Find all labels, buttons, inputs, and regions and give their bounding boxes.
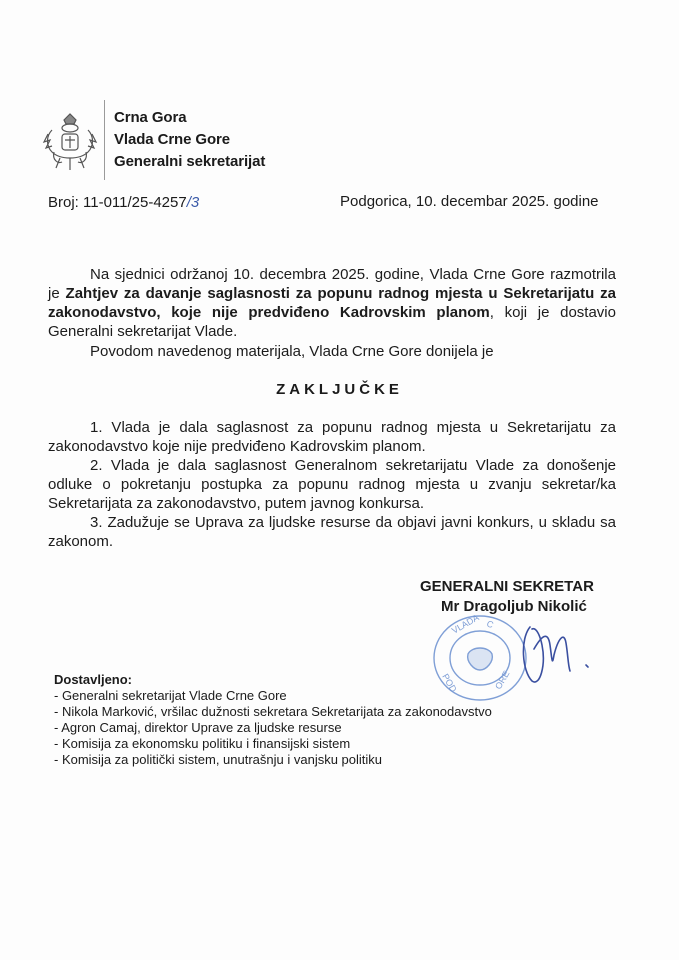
intro-subject: Zahtjev za davanje saglasnosti za popunu radnog mjesta u Sekretarijatu za zakonodavstvo, koje nije predviđeno Kadrovskim planom — [48, 285, 617, 321]
distribution-item: - Nikola Marković, vršilac dužnosti sekretara Sekretarijata za zakonodavstvo — [54, 704, 492, 719]
coat-of-arms-icon — [42, 112, 98, 172]
reference-number-text: Broj: 11-011/25-4257 — [48, 194, 187, 211]
svg-text:C: C — [485, 618, 495, 631]
intro-second-paragraph: Povodom navedenog materijala, Vlada Crne Gore donijela je — [90, 343, 494, 360]
letterhead — [114, 107, 265, 173]
distribution-list — [54, 688, 492, 768]
conclusion-item — [48, 456, 616, 513]
svg-text:ORE: ORE — [493, 669, 512, 691]
header-divider — [104, 100, 105, 180]
letterhead-government: Vlada Crne Gore — [114, 131, 231, 148]
letterhead-country: Crna Gora — [114, 109, 187, 126]
intro-paragraph — [48, 265, 616, 341]
handwritten-signature — [512, 615, 592, 690]
conclusion-text: 3. Zadužuje se Uprava za ljudske resurse da objavi javni konkurs, u skladu sa zakonom. — [48, 514, 616, 550]
intro-text: Na sjednici održanoj 10. decembra 2025. godine, Vlada Crne Gore razmotrila je — [48, 266, 616, 302]
conclusion-item — [48, 418, 616, 456]
conclusion-text: 2. Vlada je dala saglasnost Generalnom sekretarijatu Vlade za donošenje odluke o pokretanju postupka za popunu radnog mjesta u zvanju sekretar/ka Sekretarijata za zakonodavstvo, putem javnog konkursa. — [48, 457, 616, 512]
svg-text:POD: POD — [440, 672, 459, 694]
conclusion-text: 1. Vlada je dala saglasnost za popunu radnog mjesta u Sekretarijatu za zakonodavstvo koje nije predviđeno Kadrovskim planom. — [48, 419, 616, 455]
svg-text:VLADA: VLADA — [450, 612, 481, 636]
signatory-name: Mr Dragoljub Nikolić — [441, 598, 587, 615]
place-date: Podgorica, 10. decembar 2025. godine — [340, 193, 599, 210]
distribution-title: Dostavljeno: — [54, 672, 133, 687]
signatory-title: GENERALNI SEKRETAR — [420, 578, 594, 595]
conclusions-title: ZAKLJUČKE — [276, 381, 403, 398]
distribution-item: - Agron Camaj, direktor Uprave za ljudske resurse — [54, 720, 342, 735]
intro-tail: , koji je dostavio Generalni sekretarijat Vlade. — [48, 304, 616, 340]
reference-number — [48, 194, 199, 211]
handwritten-suffix: /3 — [186, 194, 200, 211]
distribution-item: - Generalni sekretarijat Vlade Crne Gore — [54, 688, 287, 703]
letterhead-office: Generalni sekretarijat — [114, 153, 266, 170]
conclusion-item — [48, 513, 616, 551]
distribution-item: - Komisija za politički sistem, unutrašnju i vanjsku politiku — [54, 752, 383, 767]
distribution-item: - Komisija za ekonomsku politiku i finansijski sistem — [54, 736, 351, 751]
